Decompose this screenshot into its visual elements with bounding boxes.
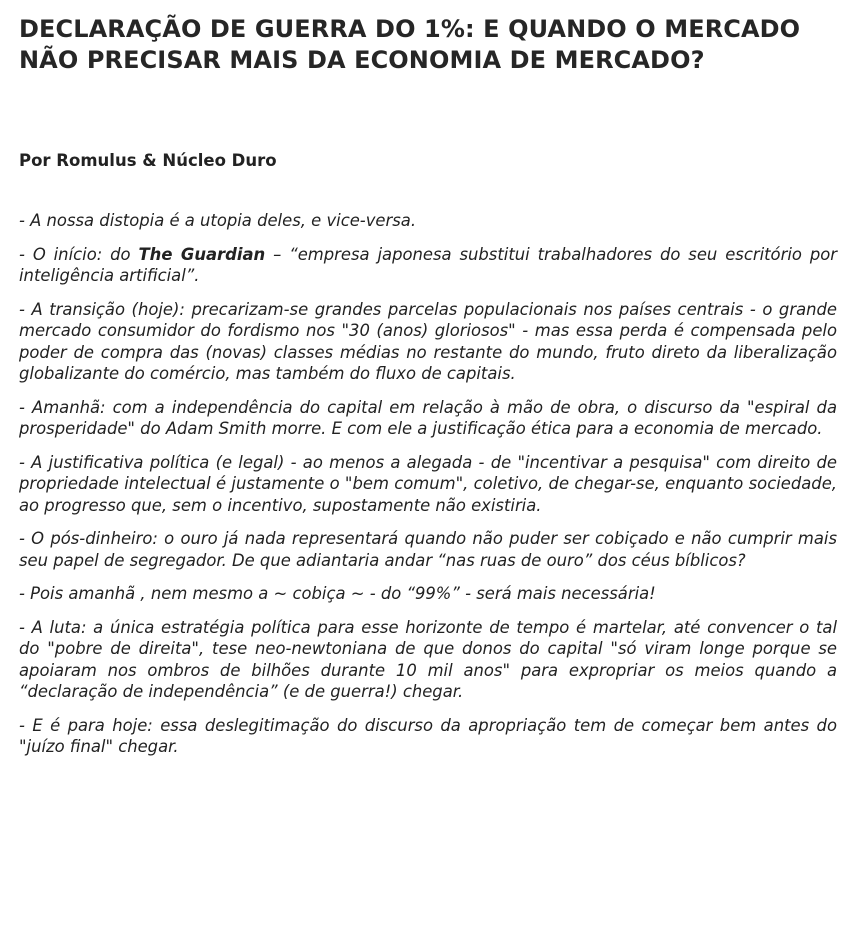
- paragraph-1: - A nossa distopia é a utopia deles, e vice-versa.: [19, 211, 417, 230]
- paragraph-4: - Amanhã: com a independência do capital em relação à mão de obra, o discurso da "espiral da prosperidade" do Adam Smith morre. E com ele a justificação ética para a economia de mercado.: [19, 397, 837, 438]
- paragraph-7: - Pois amanhã , nem mesmo a ~ cobiça ~ - do “99%” - será mais necessária!: [19, 584, 656, 603]
- paragraph-3: - A transição (hoje): precarizam-se grandes parcelas populacionais nos países centrais - o grande mercado consumidor do fordismo nos "30 (anos) gloriosos" - mas essa perda é compensada pelo poder de compra das (novas) classes médias no restante do mundo, fruto direto da liberalização globalizante do comércio, mas também do fluxo de capitais.: [19, 299, 837, 383]
- paragraph-2-quote: – “empresa japonesa substitui trabalhadores do seu escritório por inteligência artificial”.: [19, 244, 837, 285]
- article: [19, 0, 837, 756]
- paragraph-8: - A luta: a única estratégia política para esse horizonte de tempo é martelar, até convencer o tal do "pobre de direita", tese neo-newtoniana de que donos do capital "só viram longe porque se apoiaram nos ombros de bilhões durante 10 mil anos" para expropriar os meios quando a “declaração de independência” (e de guerra!) chegar.: [19, 617, 837, 701]
- guardian-source: The Guardian: [138, 244, 266, 264]
- paragraph-2-lead: - O início: do: [19, 244, 139, 264]
- paragraph-2: [19, 244, 837, 287]
- article-byline: Por Romulus & Núcleo Duro: [19, 151, 277, 170]
- paragraph-5: - A justificativa política (e legal) - ao menos a alegada - de "incentivar a pesquisa" com direito de propriedade intelectual é justamente o "bem comum", coletivo, de chegar-se, enquanto sociedade, ao progresso que, sem o incentivo, supostamente não existiria.: [19, 452, 837, 515]
- paragraph-6: - O pós-dinheiro: o ouro já nada representará quando não puder ser cobiçado e não cumprir mais seu papel de segregador. De que adiantaria andar “nas ruas de ouro” dos céus bíblicos?: [19, 529, 837, 570]
- paragraph-9: - E é para hoje: essa deslegitimação do discurso da apropriação tem de começar bem antes do "juízo final" chegar.: [19, 715, 837, 756]
- article-body: [19, 210, 837, 770]
- article-title: DECLARAÇÃO DE GUERRA DO 1%: E QUANDO O MERCADO NÃO PRECISAR MAIS DA ECONOMIA DE MERCADO?: [19, 15, 801, 74]
